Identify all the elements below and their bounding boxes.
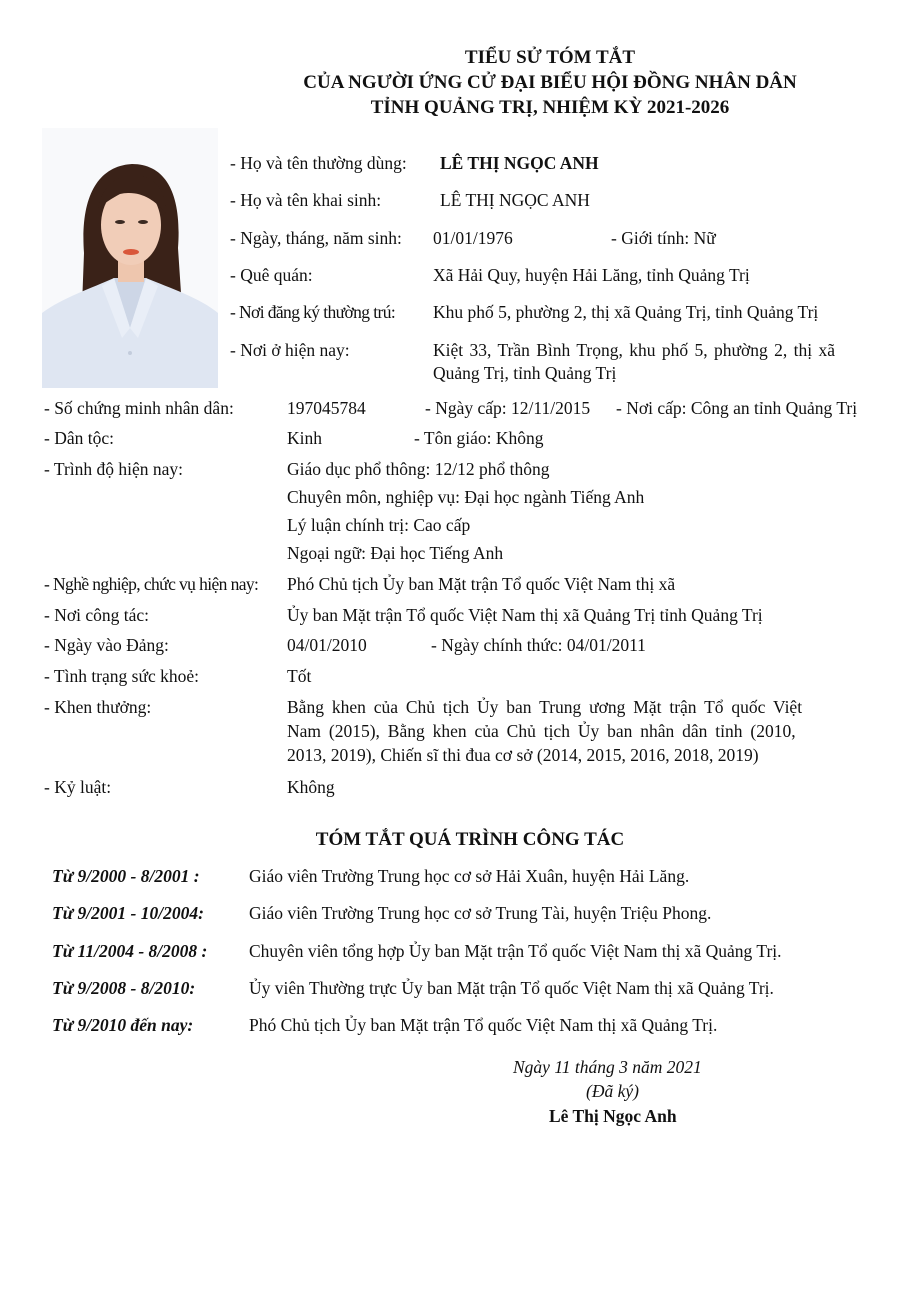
career-description: Giáo viên Trường Trung học cơ sở Trung Tài, huyện Triệu Phong. (249, 903, 712, 923)
discipline-label: - Kỷ luật: (44, 777, 112, 797)
id-issue-date: - Ngày cấp: 12/11/2015 (425, 398, 591, 418)
permanent-address-value: Khu phố 5, phường 2, thị xã Quảng Trị, tỉnh Quảng Trị (433, 302, 819, 322)
id-label: - Số chứng minh nhân dân: (44, 398, 234, 418)
id-value: 197045784 (287, 398, 366, 418)
dob-value: 01/01/1976 (433, 228, 513, 248)
career-description: Ủy viên Thường trực Ủy ban Mặt trận Tổ quốc Việt Nam thị xã Quảng Trị. (249, 978, 774, 998)
awards-label: - Khen thưởng: (44, 697, 152, 717)
career-period: Từ 9/2010 đến nay: (52, 1015, 194, 1035)
education-line: Chuyên môn, nghiệp vụ: Đại học ngành Tiếng Anh (287, 487, 645, 507)
party-date-label: - Ngày vào Đảng: (44, 635, 169, 655)
portrait-photo (42, 128, 218, 388)
gender-text: - Giới tính: Nữ (611, 228, 716, 248)
career-period: Từ 9/2001 - 10/2004: (52, 903, 204, 923)
signature-name: Lê Thị Ngọc Anh (549, 1106, 677, 1126)
current-address-value-line2: Quảng Trị, tỉnh Quảng Trị (433, 363, 617, 383)
career-period: Từ 11/2004 - 8/2008 : (52, 941, 208, 961)
document-subtitle: CỦA NGƯỜI ỨNG CỬ ĐẠI BIỂU HỘI ĐỒNG NHÂN DÂN (303, 72, 797, 93)
career-description: Chuyên viên tổng hợp Ủy ban Mặt trận Tổ quốc Việt Nam thị xã Quảng Trị. (249, 941, 782, 961)
current-address-value-line1: Kiệt 33, Trần Bình Trọng, khu phố 5, phường 2, thị xã (433, 340, 835, 360)
signature-date: Ngày 11 tháng 3 năm 2021 (513, 1057, 702, 1077)
career-description: Phó Chủ tịch Ủy ban Mặt trận Tổ quốc Việt Nam thị xã Quảng Trị. (249, 1015, 718, 1035)
health-label: - Tình trạng sức khoẻ: (44, 666, 199, 686)
common-name-value: LÊ THỊ NGỌC ANH (440, 153, 599, 173)
id-issue-place: - Nơi cấp: Công an tỉnh Quảng Trị (616, 398, 858, 418)
birth-name-label: - Họ và tên khai sinh: (230, 190, 382, 210)
education-line: Ngoại ngữ: Đại học Tiếng Anh (287, 543, 504, 563)
occupation-value: Phó Chủ tịch Ủy ban Mặt trận Tổ quốc Việt Nam thị xã (287, 574, 676, 594)
career-period: Từ 9/2000 - 8/2001 : (52, 866, 200, 886)
career-heading: TÓM TẮT QUÁ TRÌNH CÔNG TÁC (315, 829, 625, 850)
common-name-label: - Họ và tên thường dùng: (230, 153, 407, 173)
birth-name-value: LÊ THỊ NGỌC ANH (440, 190, 590, 210)
ethnicity-label: - Dân tộc: (44, 428, 114, 448)
workplace-label: - Nơi công tác: (44, 605, 149, 625)
dob-label: - Ngày, tháng, năm sinh: (230, 228, 402, 248)
document-term: TỈNH QUẢNG TRỊ, NHIỆM KỲ 2021-2026 (370, 97, 730, 118)
document-title: TIỂU SỬ TÓM TẮT (464, 47, 636, 68)
discipline-value: Không (287, 777, 335, 797)
ethnicity-value: Kinh (287, 428, 322, 448)
party-date-value: 04/01/2010 (287, 635, 367, 655)
occupation-label: - Nghề nghiệp, chức vụ hiện nay: (44, 574, 259, 594)
current-address-label: - Nơi ở hiện nay: (230, 340, 350, 360)
awards-line: Bằng khen của Chủ tịch Ủy ban Trung ương Mặt trận Tổ quốc Việt (287, 697, 803, 717)
religion-text: - Tôn giáo: Không (414, 428, 544, 448)
hometown-value: Xã Hải Quy, huyện Hải Lăng, tỉnh Quảng Trị (433, 265, 750, 285)
education-line: Giáo dục phổ thông: 12/12 phổ thông (287, 459, 550, 479)
signature-status: (Đã ký) (586, 1081, 639, 1101)
workplace-value: Ủy ban Mặt trận Tổ quốc Việt Nam thị xã Quảng Trị tỉnh Quảng Trị (287, 605, 763, 625)
career-description: Giáo viên Trường Trung học cơ sở Hải Xuân, huyện Hải Lăng. (249, 866, 690, 886)
education-label: - Trình độ hiện nay: (44, 459, 184, 479)
hometown-label: - Quê quán: (230, 265, 313, 285)
awards-line: Nam (2015), Bằng khen của Chủ tịch Ủy ban nhân dân tỉnh (2010, (287, 721, 796, 741)
career-period: Từ 9/2008 - 8/2010: (52, 978, 196, 998)
portrait-illustration (42, 128, 218, 388)
permanent-address-label: - Nơi đăng ký thường trú: (230, 302, 396, 322)
awards-line: 2013, 2019), Chiến sĩ thi đua cơ sở (2014, 2015, 2016, 2018, 2019) (287, 745, 759, 765)
health-value: Tốt (287, 666, 312, 686)
party-official-date: - Ngày chính thức: 04/01/2011 (431, 635, 646, 655)
education-line: Lý luận chính trị: Cao cấp (287, 515, 471, 535)
